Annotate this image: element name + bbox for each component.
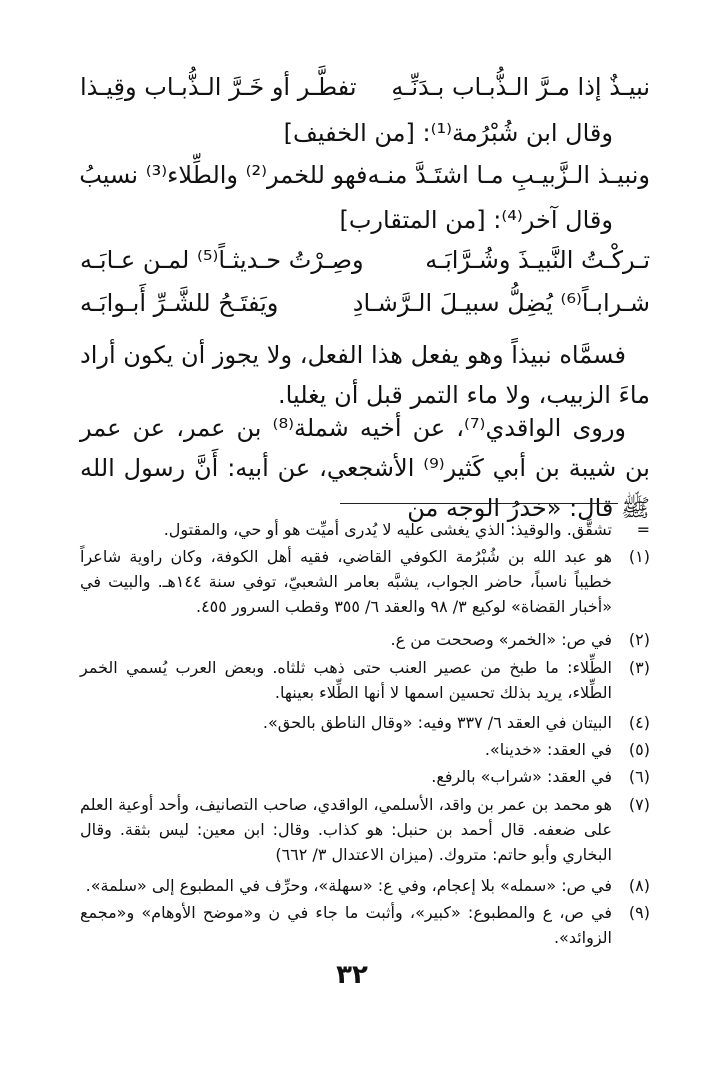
poem-verse: [80, 288, 650, 318]
footnote: [80, 792, 650, 867]
verse-second-hemistich: ويَفتَـحُ للشَّـرِّ أَبـوابَـه: [80, 289, 279, 317]
footnote-text: في العقد: «خدينا».: [484, 740, 612, 759]
verse-first-hemistich: شـرابـاً⁽⁶⁾ يُضِلُّ سبيـلَ الـرَّشـادِ: [352, 289, 650, 317]
footnote-number: (٩): [628, 903, 650, 922]
footnote: [80, 544, 650, 619]
footnote: [80, 627, 650, 652]
footnote-text: في ص: «سمله» بلا إعجام، وفي ع: «سهلة»، وحرِّف في المطبوع إلى «سلمة».: [85, 876, 612, 895]
footnote-text: هو عبد الله بن شُبْرُمة الكوفي القاضي، فقيه أهل الكوفة، وكان راوية شاعراً خطيباً ناسباً، حاضر الجواب، يشبَّه بعامر الشعبيّ، توفي سنة ١٤٤هـ. والبيت في «أخبار القضاة» لوكيع ٣/ ٩٨ والعقد ٦/ ٣٥٥ وقطب السرور ٤٥٥.: [80, 547, 613, 616]
page-number: ٣٢: [336, 960, 368, 990]
footnote-text: في ص: «الخمر» وصححت من ع.: [390, 630, 612, 649]
verse-first-hemistich: ونبيـذ الـزَّبيـبِ مـا اشتَـدَّ منـه: [367, 161, 650, 189]
footnote-text: البيتان في العقد ٦/ ٣٣٧ وفيه: «وقال الناطق بالحق».: [262, 713, 612, 732]
footnote-number: (٤): [628, 713, 650, 732]
verse-first-hemistich: تـركْـتُ النَّبيـذَ وشُـرَّابَـه: [425, 246, 650, 274]
footnote-text: في ص، ع والمطبوع: «كبير»، وأثبت ما جاء في ن و«موضح الأوهام» و«مجمع الزوائد».: [80, 903, 612, 947]
verse-second-hemistich: وصِـرْتُ حـديثـاً⁽⁵⁾ لمـن عـابَـه: [80, 246, 364, 274]
footnote: [80, 873, 650, 898]
footnote-number: (٨): [628, 876, 650, 895]
poem-verse: [80, 160, 650, 190]
footnote-number: (١): [628, 547, 650, 566]
footnote-number: (٢): [628, 630, 650, 649]
footnote-number: (٧): [628, 795, 650, 814]
footnote-number: =: [636, 520, 650, 539]
body-paragraph: فسمَّاه نبيذاً وهو يفعل هذا الفعل، ولا يجوز أن يكون أراد ماءَ الزبيب، ولا ماء التمر قبل أن يغليا.: [80, 341, 650, 409]
footnote: [80, 655, 650, 705]
body-paragraph: وروى الواقدي⁽⁷⁾، عن أخيه شملة⁽⁸⁾ بن عمر، عن عمر بن شيبة بن أبي كَثير⁽⁹⁾ الأشجعي، عن أبيه: أَنَّ رسول الله ﷺ قال: «خدرُ الوجه من: [80, 414, 650, 522]
footnote-text: الطِّلاء: ما طبخ من عصير العنب حتى ذهب ثلثاه. وبعض العرب يُسمي الخمر الطِّلاء، يريد بذلك تحسين اسمها لا أنها الطِّلاء بعينها.: [80, 658, 612, 702]
footnote: [80, 737, 650, 762]
poem-intro-line: وقال ابن شُبْرُمة⁽¹⁾: [من الخفيف]: [283, 119, 613, 147]
poem-intro-line: وقال آخر⁽⁴⁾: [من المتقارب]: [339, 206, 613, 234]
verse-second-hemistich: فهو للخمر⁽²⁾ والطِّلاء⁽³⁾ نسيبُ: [79, 161, 368, 189]
poem-verse: [80, 72, 650, 102]
footnote: [80, 900, 650, 950]
footnote: [80, 710, 650, 735]
footnote-text: هو محمد بن عمر بن واقد، الأسلمي، الواقدي، صاحب التصانيف، وأحد أوعية العلم على ضعفه. قال أحمد بن حنبل: هو كذاب. وقال: ابن معين: ليس بثقة. وقال البخاري وأبو حاتم: متروك. (ميزان الاعتدال ٣/ ٦٦٢): [80, 795, 612, 864]
poem-verse: [80, 245, 650, 275]
footnote: [80, 517, 650, 542]
footnote-number: (٣): [628, 658, 650, 677]
footnote-separator: [340, 503, 618, 504]
footnote-number: (٦): [628, 767, 650, 786]
footnote-number: (٥): [628, 740, 650, 759]
footnote-text: تشقَّق. والوقيذ: الذي يغشى عليه لا يُدرى أميِّت هو أو حي، والمقتول.: [163, 520, 612, 539]
verse-second-hemistich: تفطَّـر أو خَـرَّ الـذُّبـاب وقِيـذا: [80, 73, 357, 101]
verse-first-hemistich: نبيـذٌ إذا مـرَّ الـذُّبـاب بـدَنِّـهِ: [391, 73, 650, 101]
footnote-text: في العقد: «شراب» بالرفع.: [431, 767, 612, 786]
footnote: [80, 764, 650, 789]
